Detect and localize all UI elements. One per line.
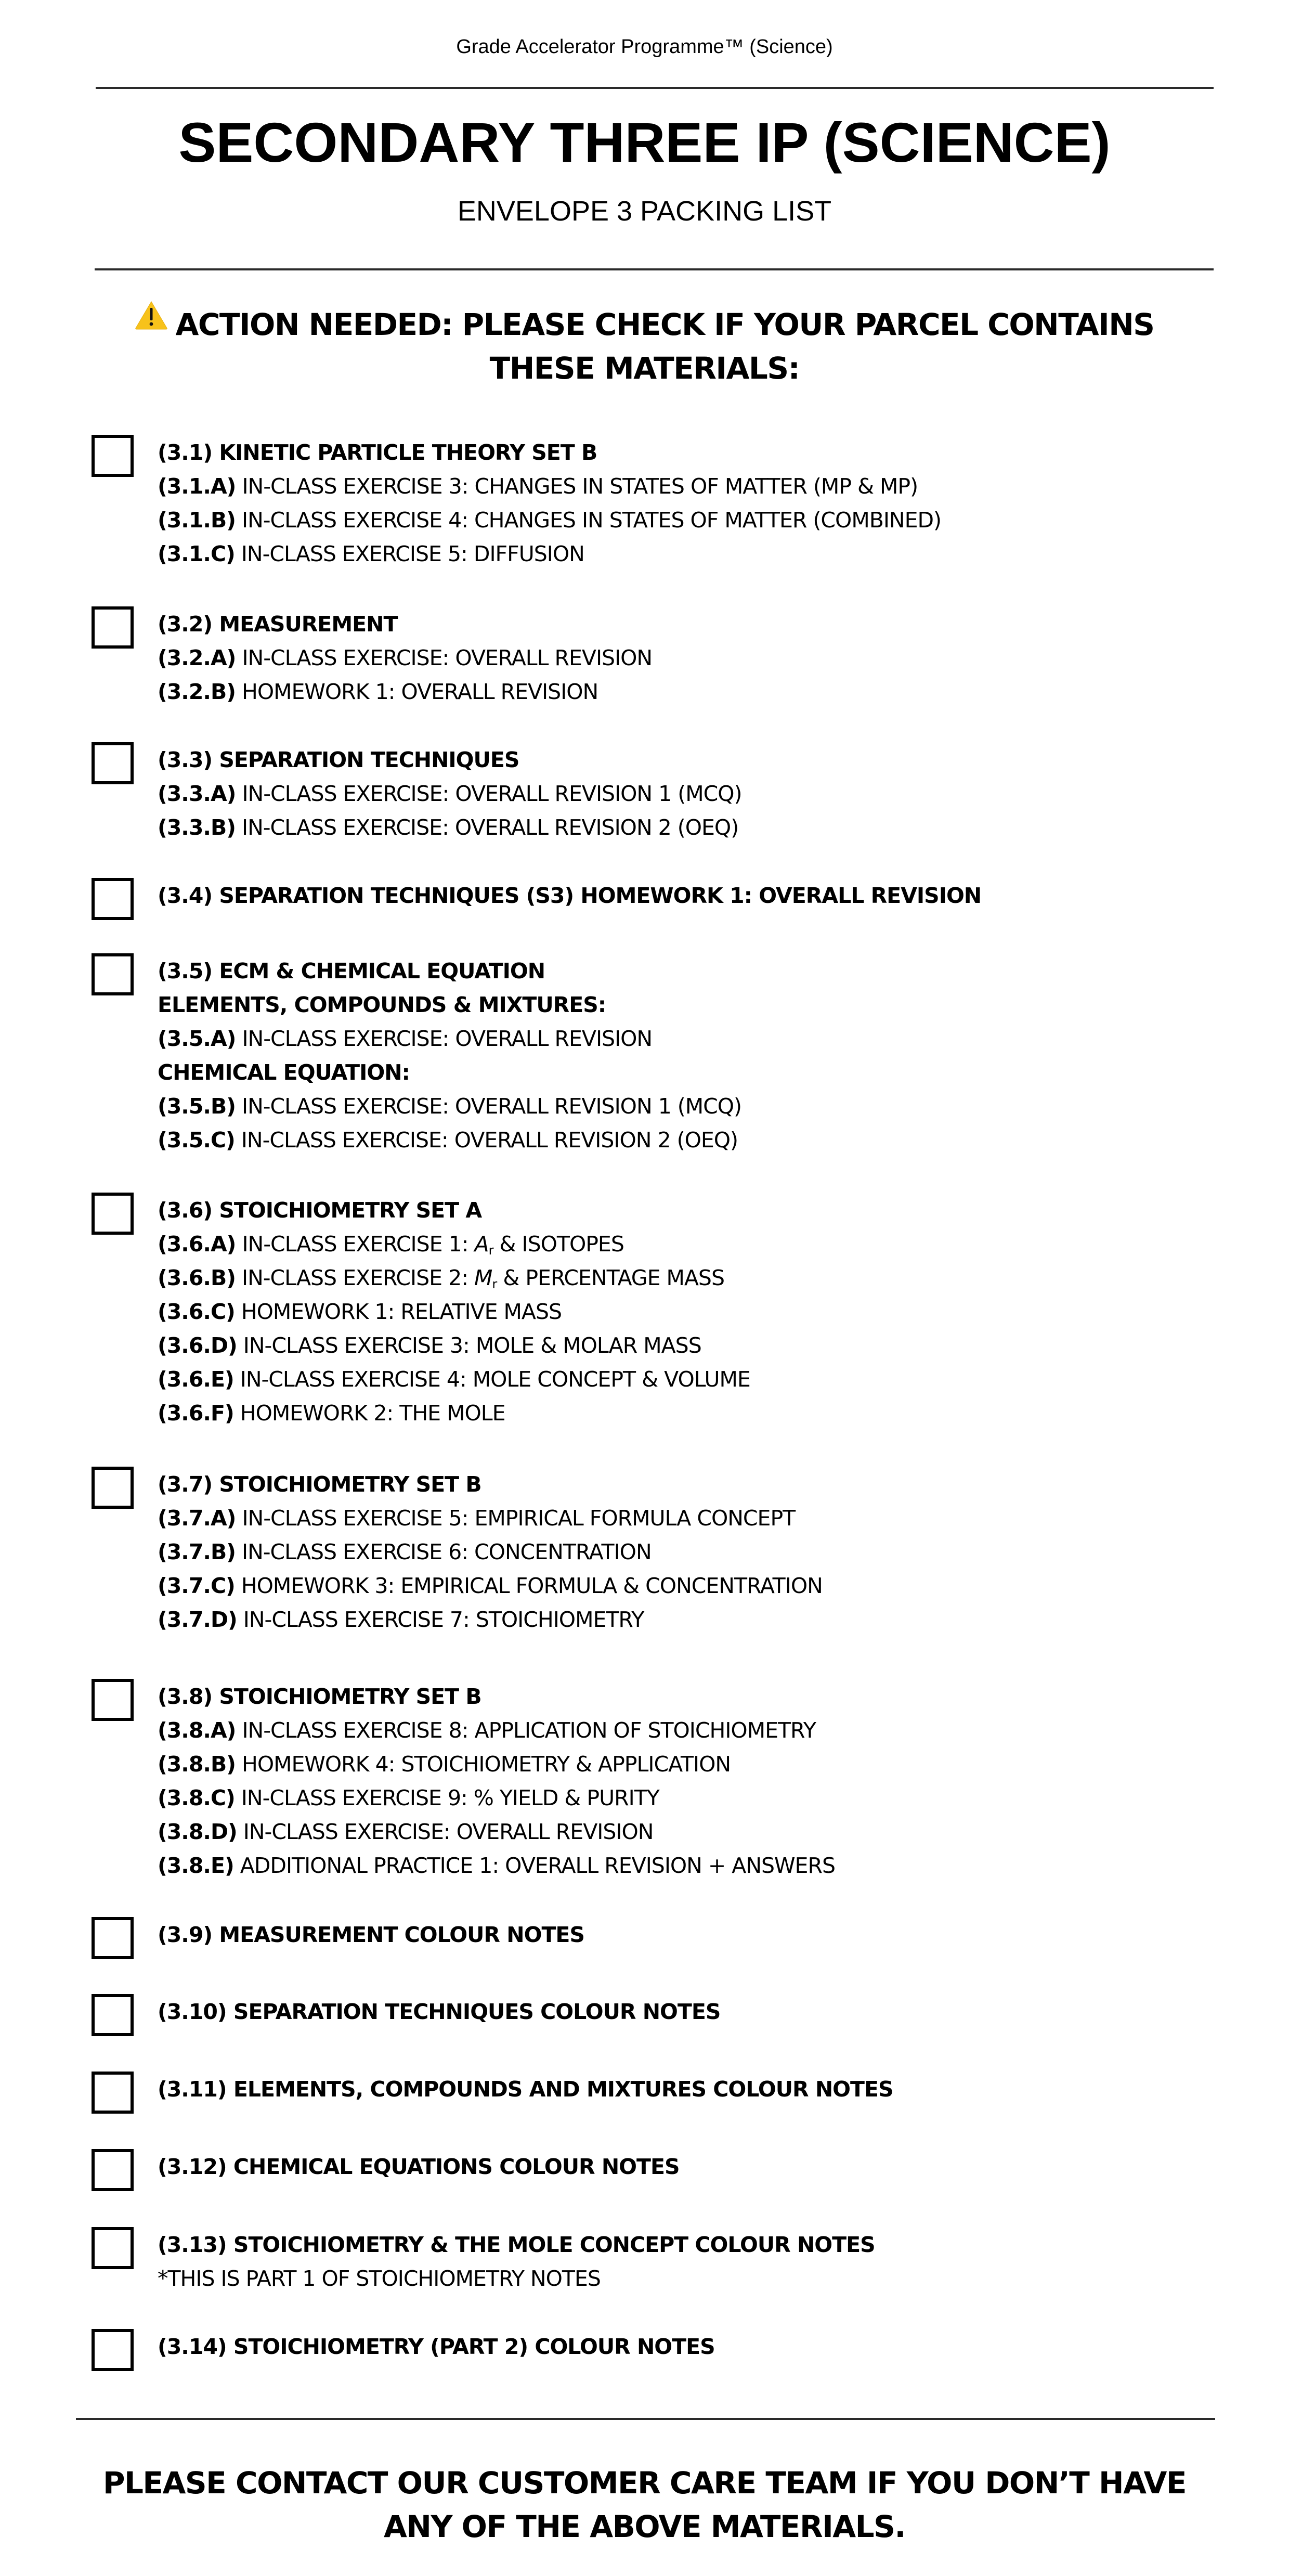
sub-item-code: (3.8.E) [158, 1853, 234, 1878]
sub-item-code: (3.6.D) [158, 1333, 237, 1358]
sub-item-text: IN-CLASS EXERCISE: OVERALL REVISION [242, 645, 653, 670]
item-checkbox[interactable] [92, 1193, 134, 1235]
sub-item-text: IN-CLASS EXERCISE 6: CONCENTRATION [241, 1539, 652, 1564]
sub-item-text: IN-CLASS EXERCISE 5: EMPIRICAL FORMULA CONCEPT [242, 1506, 796, 1531]
sub-item-code: (3.1.A) [158, 474, 236, 499]
sub-item [158, 1747, 835, 1781]
item-title: (3.1) KINETIC PARTICLE THEORY SET B [158, 440, 597, 465]
sub-item-text: & PERCENTAGE MASS [497, 1265, 724, 1290]
item-checkbox[interactable] [92, 1917, 134, 1959]
sub-item [158, 1603, 823, 1637]
sub-item [158, 1501, 823, 1535]
sub-item-code: (3.6.C) [158, 1299, 235, 1324]
sub-item-code: (3.3.A) [158, 781, 236, 806]
sub-item [158, 1535, 823, 1569]
sub-item-code: (3.7.D) [158, 1607, 237, 1632]
item-checkbox[interactable] [92, 878, 134, 920]
item-title: (3.13) STOICHIOMETRY & THE MOLE CONCEPT COLOUR NOTES [158, 2232, 875, 2257]
symbol: M [474, 1265, 492, 1290]
item-subheading: CHEMICAL EQUATION: [158, 1060, 410, 1085]
sub-item-text: IN-CLASS EXERCISE 5: DIFFUSION [241, 541, 584, 566]
sub-item-code: (3.8.C) [158, 1785, 235, 1810]
sub-item [158, 1396, 750, 1430]
customer-care-line-2: ANY OF THE ABOVE MATERIALS. [384, 2509, 905, 2544]
item-checkbox[interactable] [92, 1467, 134, 1509]
divider [76, 2418, 1215, 2420]
sub-item-text: HOMEWORK 4: STOICHIOMETRY & APPLICATION [241, 1752, 731, 1777]
sub-item-text: HOMEWORK 2: THE MOLE [240, 1401, 505, 1426]
sub-item-code: (3.5.A) [158, 1026, 236, 1051]
item-checkbox[interactable] [92, 2227, 134, 2269]
sub-item-text: IN-CLASS EXERCISE 4: MOLE CONCEPT & VOLUME [240, 1367, 750, 1392]
action-notice-line-1 [0, 301, 1289, 346]
item-title: (3.14) STOICHIOMETRY (PART 2) COLOUR NOTES [158, 2334, 715, 2359]
sub-item [158, 1227, 750, 1261]
sub-item-code: (3.6.F) [158, 1401, 234, 1426]
action-notice-line-2: THESE MATERIALS: [489, 351, 800, 386]
sub-item [158, 777, 742, 811]
programme-name: Grade Accelerator Programme™ (Science) [456, 36, 833, 58]
action-notice [0, 301, 1289, 390]
item-checkbox[interactable] [92, 2329, 134, 2371]
sub-item-code: (3.8.B) [158, 1752, 236, 1777]
item-subheading: ELEMENTS, COMPOUNDS & MIXTURES: [158, 992, 606, 1017]
sub-item [158, 675, 652, 709]
item-title: (3.5) ECM & CHEMICAL EQUATION [158, 959, 545, 983]
sub-item [158, 1022, 741, 1056]
sub-item [158, 1261, 750, 1295]
sub-item-text: IN-CLASS EXERCISE 9: % YIELD & PURITY [241, 1785, 659, 1810]
divider [95, 268, 1214, 270]
sub-item [158, 1714, 835, 1747]
sub-item-text: IN-CLASS EXERCISE: OVERALL REVISION 1 (MCQ) [241, 1094, 742, 1119]
sub-item-text: IN-CLASS EXERCISE: OVERALL REVISION 2 (OEQ) [241, 1128, 738, 1153]
subscript: r [492, 1277, 497, 1291]
item-checkbox[interactable] [92, 2149, 134, 2191]
item-title: (3.9) MEASUREMENT COLOUR NOTES [158, 1922, 584, 1947]
sub-item [158, 1569, 823, 1603]
item-checkbox[interactable] [92, 1679, 134, 1721]
item-checkbox[interactable] [92, 606, 134, 649]
divider [96, 87, 1214, 89]
sub-item-code: (3.1.C) [158, 541, 235, 566]
item-title: (3.11) ELEMENTS, COMPOUNDS AND MIXTURES COLOUR NOTES [158, 2077, 893, 2102]
sub-item-text: IN-CLASS EXERCISE 1: [242, 1232, 475, 1257]
item-title: (3.10) SEPARATION TECHNIQUES COLOUR NOTES [158, 1999, 721, 2024]
sub-item [158, 1849, 835, 1883]
warning-icon [135, 301, 168, 330]
sub-item [158, 470, 941, 503]
sub-item [158, 1815, 835, 1849]
sub-item-text: IN-CLASS EXERCISE 7: STOICHIOMETRY [243, 1607, 644, 1632]
sub-item-text: IN-CLASS EXERCISE 3: CHANGES IN STATES OF MATTER (MP & MP) [242, 474, 918, 499]
sub-item-code: (3.6.E) [158, 1367, 234, 1392]
sub-item [158, 811, 742, 845]
sub-item-text: HOMEWORK 1: RELATIVE MASS [241, 1299, 562, 1324]
sub-item-text: IN-CLASS EXERCISE 4: CHANGES IN STATES OF MATTER (COMBINED) [241, 508, 942, 533]
sub-item-code: (3.5.C) [158, 1128, 235, 1153]
symbol: A [474, 1232, 489, 1257]
sub-item [158, 1363, 750, 1396]
sub-item-code: (3.7.A) [158, 1506, 236, 1531]
sub-item-code: (3.2.B) [158, 679, 236, 704]
sub-item-code: (3.8.A) [158, 1718, 236, 1743]
sub-item-text: IN-CLASS EXERCISE 2: [241, 1265, 475, 1290]
item-checkbox[interactable] [92, 953, 134, 995]
item-title: (3.2) MEASUREMENT [158, 612, 398, 637]
sub-item-text: HOMEWORK 1: OVERALL REVISION [241, 679, 598, 704]
sub-item [158, 1329, 750, 1363]
sub-item-text: HOMEWORK 3: EMPIRICAL FORMULA & CONCENTRATION [241, 1573, 823, 1598]
page-title: SECONDARY THREE IP (SCIENCE) [178, 111, 1111, 174]
sub-item [158, 503, 941, 537]
sub-item-text: IN-CLASS EXERCISE: OVERALL REVISION [242, 1026, 653, 1051]
page-subtitle: ENVELOPE 3 PACKING LIST [457, 196, 832, 227]
sub-item-code: (3.2.A) [158, 645, 236, 670]
sub-item [158, 1090, 741, 1123]
sub-item [158, 537, 941, 571]
item-title: (3.3) SEPARATION TECHNIQUES [158, 747, 519, 772]
sub-item-code: (3.5.B) [158, 1094, 236, 1119]
sub-item-text: IN-CLASS EXERCISE 3: MOLE & MOLAR MASS [243, 1333, 701, 1358]
item-title: (3.8) STOICHIOMETRY SET B [158, 1684, 481, 1709]
sub-item [158, 1781, 835, 1815]
item-checkbox[interactable] [92, 1994, 134, 2036]
item-checkbox[interactable] [92, 435, 134, 477]
sub-item-text: ADDITIONAL PRACTICE 1: OVERALL REVISION + ANSWERS [240, 1853, 835, 1878]
sub-item-code: (3.1.B) [158, 508, 236, 533]
customer-care-line-1: PLEASE CONTACT OUR CUSTOMER CARE TEAM IF YOU DON’T HAVE [102, 2465, 1187, 2501]
item-title: (3.4) SEPARATION TECHNIQUES (S3) HOMEWORK 1: OVERALL REVISION [158, 883, 982, 908]
customer-care-notice [0, 2461, 1289, 2548]
item-title: (3.12) CHEMICAL EQUATIONS COLOUR NOTES [158, 2154, 680, 2179]
item-checkbox[interactable] [92, 2072, 134, 2114]
item-title: (3.6) STOICHIOMETRY SET A [158, 1198, 482, 1223]
item-title: (3.7) STOICHIOMETRY SET B [158, 1472, 481, 1497]
item-checkbox[interactable] [92, 742, 134, 784]
sub-item-text: IN-CLASS EXERCISE 8: APPLICATION OF STOICHIOMETRY [242, 1718, 816, 1743]
item-note: *THIS IS PART 1 OF STOICHIOMETRY NOTES [158, 2266, 601, 2291]
subscript: r [488, 1243, 493, 1258]
sub-item-code: (3.6.B) [158, 1265, 236, 1290]
sub-item-text: IN-CLASS EXERCISE: OVERALL REVISION 1 (MCQ) [242, 781, 742, 806]
sub-item-code: (3.7.B) [158, 1539, 236, 1564]
sub-item-code: (3.8.D) [158, 1819, 237, 1844]
sub-item-code: (3.3.B) [158, 815, 236, 840]
sub-item-text: & ISOTOPES [493, 1232, 624, 1257]
sub-item [158, 641, 652, 675]
action-notice-text-1: ACTION NEEDED: PLEASE CHECK IF YOUR PARCEL CONTAINS [175, 307, 1154, 342]
sub-item-code: (3.7.C) [158, 1573, 235, 1598]
sub-item-text: IN-CLASS EXERCISE: OVERALL REVISION [243, 1819, 654, 1844]
sub-item-code: (3.6.A) [158, 1232, 236, 1257]
sub-item-text: IN-CLASS EXERCISE: OVERALL REVISION 2 (OEQ) [241, 815, 739, 840]
sub-item [158, 1123, 741, 1157]
sub-item [158, 1295, 750, 1329]
